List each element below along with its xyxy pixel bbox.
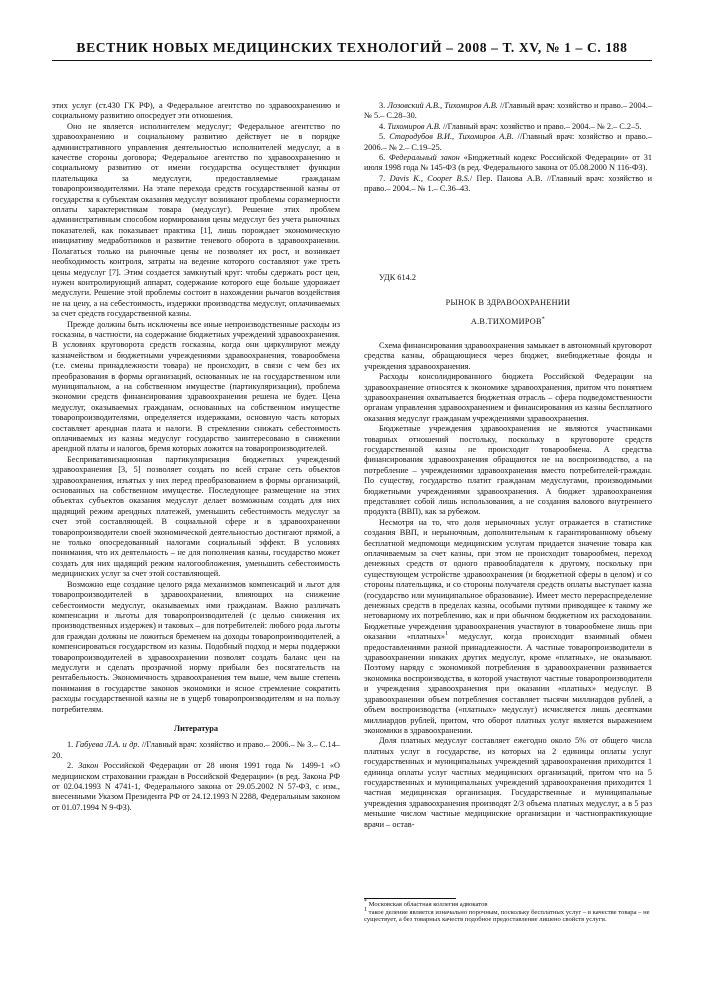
references-heading: Литература [173, 723, 219, 733]
body-paragraph: этих услуг (ст.430 ГК РФ), а Федеральное агентство по здравоохранению и социальному развитию опосредует эти отношения. [52, 101, 340, 121]
reference-author: Федеральный закон [389, 153, 460, 163]
paragraph-text: Несмотря на то, что доля нерыночных услуг отражается в статистике создания ВВП, и нерыночным, дополнительным к гарантированному объему бесплатной медпомощи медицинским услугам придается значение товара как оплачиваемым за счет казны, при этом не происходит товарообмен, переход денежных средств от одного правообладателя к другому, поскольку при существующем устройстве здравоохранения (и бюджетной сферы в целом) и со стороны плательщика, и со стороны получателя средств оплаты выступает казна (государство или муниципальное образование). Имеет место перераспределение денежных средств в пределах казны, особыми путями приводящее к такому же нетоварному их потреблению, как и при обычном бюджетном их расходовании. Бюджетные учреждения здравоохранения участвуют в товарообмене лишь при оказании «платных» [364, 517, 652, 642]
article-author [364, 317, 652, 327]
reference-text: Российской Федерации от 28 июня 1991 года № 1499-1 «О медицинском страховании граждан в Российской Федерации» (в ред. Закона РФ от 02.04.1993 N 4741-1, Федерального закона от 29.05.2002 N 57-ФЗ, с изм., внесенными Указом Президента РФ от 24.12.1993 N 2288, Федеральным законом от 01.07.1994 N 9-ФЗ). [52, 761, 340, 812]
footnotes [364, 898, 652, 924]
reference-number: 5. [379, 132, 386, 142]
reference-text: //Главный врач: хозяйство и право.– 2006.– № 2.– С.19–25. [364, 132, 653, 152]
body-paragraph: Бюджетные учреждения здравоохранения не являются участниками товарных отношений постольку, поскольку в круговороте средств государственной казны не происходит товарообмена. А средства финансирования здравоохранения обращаются не на воспроизводство, а на потребление – учреждениями здравоохранения вместо потребителей-граждан. По существу, государство платит гражданам медуслугами, производимыми бюджетными учреждениями здравоохранения. А бюджет здравоохранения представляет собой лишь использования, а не создания валового внутреннего продукта (ВВП), как за рубежом. [364, 424, 652, 517]
body-paragraph [364, 518, 652, 737]
reference-author: Габуева Л.А. и др. [75, 740, 140, 750]
running-header: ВЕСТНИК НОВЫХ МЕДИЦИНСКИХ ТЕХНОЛОГИЙ – 2008 – Т. XV, № 1 – С. 188 [76, 40, 628, 55]
article-title: РЫНОК В ЗДРАВООХРАНЕНИИ [445, 298, 571, 308]
paragraph-text: медуслуг, когда происходит взаимный обмен предоставлениями разной принадлежности. А частные товаропроизводители в здравоохранении никаких других медуслуг, кроме «платных», не оказывают. Поэтому наряду с экономикой потребления в здравоохранении развивается экономика воспроизводства, в которой участвуют частные товаропроизводители и учреждения здравоохранения при оказании «платных» медуслуг. В здравоохранении объем потребления составляет тысячи миллиардов рублей, а объем воспроизводства («платных» медуслуг) исчисляется лишь десятками миллиардов рублей, притом, что оборот платных услуг является выражением экономики в здравоохранении. [364, 632, 652, 735]
author-name: А.В.ТИХОМИРОВ [470, 317, 542, 327]
right-column [364, 101, 652, 830]
reference-item [52, 761, 340, 813]
spacer [364, 195, 652, 273]
reference-item [52, 740, 340, 761]
footnote-mark: * [364, 898, 367, 905]
reference-text: //Главный врач: хозяйство и право.– 2006.– № 3.– С.14–20. [52, 740, 340, 760]
reference-item [364, 153, 652, 174]
reference-author: Лозовский А.В., Тихомиров А.В. [387, 101, 498, 110]
body-paragraph: Расходы консолидированного бюджета Российской Федерации на здравоохранение относятся к экономике здравоохранения, притом что понятием здравоохранения охватывается бюджетная отрасль – сфера подведомственности органам управления здравоохранением и финансирования из казны бесплатного оказания медуслуг гражданам учреждениями здравоохранения. [364, 372, 652, 423]
reference-number: 4. [379, 121, 386, 131]
body-paragraph: Возможно еще создание целого ряда механизмов компенсаций и льгот для товаропроизводителей в здравоохранении, влияющих на снижение себестоимости медуслуг, оказываемых ими гражданам. Важно различать компенсации и льготы для товаропроизводителей (с целью снижения их производственных издержек) и таковых – для потребителей: любого рода льготы для граждан должны не ложиться бременем на доходы товаропроизводителей, а компенсироваться государством из казны. Подобный подход и меры поддержки товаропроизводителей в здравоохранении позволят создать баланс цен на медуслуги и сделать прозрачной норму прибыли без посягательств на рентабельность. Экономичность здравоохранения тем выше, чем выше степень понимания в государстве законов экономики и ясное стремление сократить расходы государственной казны не в ущерб товаропроизводителям и на пользу потребителям. [52, 579, 340, 714]
reference-author: Стародубов В.И., Тихомиров А.В. [389, 132, 514, 142]
left-column [52, 101, 340, 813]
reference-item [364, 132, 652, 153]
reference-number: 1. [67, 740, 74, 750]
reference-number: 7. [379, 173, 386, 183]
reference-author: Davis K., Cooper B.S. [389, 173, 470, 183]
body-paragraph: Оно не является исполнителем медуслуг; Федеральное агентство по здравоохранению и социальному развитию действует не в порядке административного управления деятельностью исполнителей медуслуг, а в качестве стороны договора; Федеральное агентство по здравоохранению и социальному развитию от имени государства осуществляет функции плательщика за медуслуги, предоставляемые гражданам товаропроизводителями. На этапе перехода средств государственной казны от государства к субъектам оказания медуслуг возникают проблемы соразмерности оплаты характеристикам товара (медуслуг). Решение этих проблем административным способом нормирования цены медуслуг без учета рыночных показателей, как показывает практика [1], лишь порождает экономическую инициативу медработников и развитие теневого оборота в здравоохранении. Полагаться только на рыночные цены не позволяет их рост, и возникает необходимость контроля, затраты на ведение которого составляют уже треть цены медуслуг [7]. Этим создается замкнутый круг: чтобы сдержать рост цен, нужен контролирующий аппарат, содержание которого еще больше удорожает медуслуги. Решение этой проблемы состоит в нахождении рычагов воздействия не на цену, а на себестоимость, издержки производства медуслуг, оплачиваемых за счет средств государственной казны. [52, 121, 340, 319]
footnote-rule [364, 898, 456, 899]
reference-author: Тихомиров А.В. [387, 121, 441, 131]
reference-author: Закон [78, 761, 99, 771]
reference-item [364, 122, 652, 132]
header-rule [52, 60, 652, 61]
reference-text: //Главный врач: хозяйство и право.– 2004.– № 2.– С.2–5. [440, 121, 642, 131]
footnote-item [364, 906, 652, 924]
footnote-text: такое деление является изначально порочным, поскольку бесплатных услуг – в качестве товара – не существует, а без товарных качеств подобное предоставление лишено свойств услуги. [364, 908, 650, 924]
reference-item [364, 174, 652, 195]
footnote-mark: 1 [364, 906, 367, 913]
reference-text: //Главный врач: хозяйство и право.– 2004.– № 5.– С.28–30. [364, 101, 652, 121]
reference-number: 6. [379, 153, 386, 163]
reference-text: «Бюджетный кодекс Российской Федерации» от 31 июля 1998 года № 145-ФЗ (в ред. Федерального закона от 05.08.2000 N 116-ФЗ). [364, 153, 653, 173]
body-paragraph: Схема финансирования здравоохранения замыкает в автономный круговорот средства казны, обращающиеся через бюджет, внебюджетные фонды и учреждения здравоохранения. [364, 340, 652, 371]
reference-number: 2. [67, 761, 74, 771]
udk-code: УДК 614.2 [379, 272, 416, 282]
reference-number: 3. [379, 101, 386, 110]
author-footnote-mark: * [541, 316, 546, 323]
footnote-text: Московская областная коллегия адвокатов [367, 901, 488, 908]
reference-item [364, 101, 652, 122]
body-paragraph: Доля платных медуслуг составляет ежегодно около 5% от общего числа платных услуг в государстве, из которых на 2 единицы оплаты услуг государственных и муниципальных учреждений здравоохранения приходится 1 единица оплаты услуг частных медицинских организаций, притом что на 5 государственных и муниципальных учреждений здравоохранения приходится 1 частная медицинская организация. Государственные и муниципальные учреждения здравоохранения производят 2/3 объема платных медуслуг, а в 5 раз меньшие числом частные медицинские организации и частнопрактикующие врачи – остав- [364, 736, 652, 829]
body-paragraph: Прежде должны быть исключены все иные непроизводственные расходы из госказны, в частности, на содержание бюджетных учреждений здравоохранения. В условиях круговорота средств госказны, когда они циркулируют между казначейством и бюджетными учреждениями здравоохранения, товарообмена (т.е. смены принадлежности товара) не происходит, в связи с чем без их преобразования в формы организаций, основанных не на государственном или муниципальном, а на собственном имуществе (партикуляризации), проблема экономии средств финансирования здравоохранения решена не будет. Цена медуслуг, оказываемых гражданам, основанных на собственном имуществе товаропроизводителями, определяется издержками, основную часть которых составляет арендная плата и налоги. В стремлении снижать себестоимость оплачиваемых из казны медуслуг государство заинтересовано в снижении арендной платы и налогов, бремя которых ложится на товаропроизводителей. [52, 319, 340, 454]
reference-text: / Пер. Панова А.В. //Главный врач: хозяйство и право.– 2004.– № 1.– С.36–43. [364, 173, 653, 194]
footnote-item [364, 898, 652, 909]
footnote-mark: 1 [445, 631, 448, 638]
body-paragraph: Беспривативизационная партикуляризация бюджетных учреждений здравоохранения [3, 5] позволяет создать по всей стране сеть объектов здравоохранения, изъятых у них перед преобразованием в формы организаций, основанных на собственном имуществе. Последующее размещение на этих объектах субъектов оказания медуслуг делает возможным создать для них щадящий режим арендных платежей, уменьшить себестоимость медуслуг за счет этой составляющей. В социальной сфере и в здравоохранении товаропроизводители своей экономической деятельностью достигают прямой, а не только опосредованный налогами социальный эффект. В условиях понимания, что их деятельность – не для пополнения казны, государство может создать для них щадящий режим налогообложения, уменьшить себестоимость медицинских услуг за счет этой составляющей. [52, 454, 340, 579]
